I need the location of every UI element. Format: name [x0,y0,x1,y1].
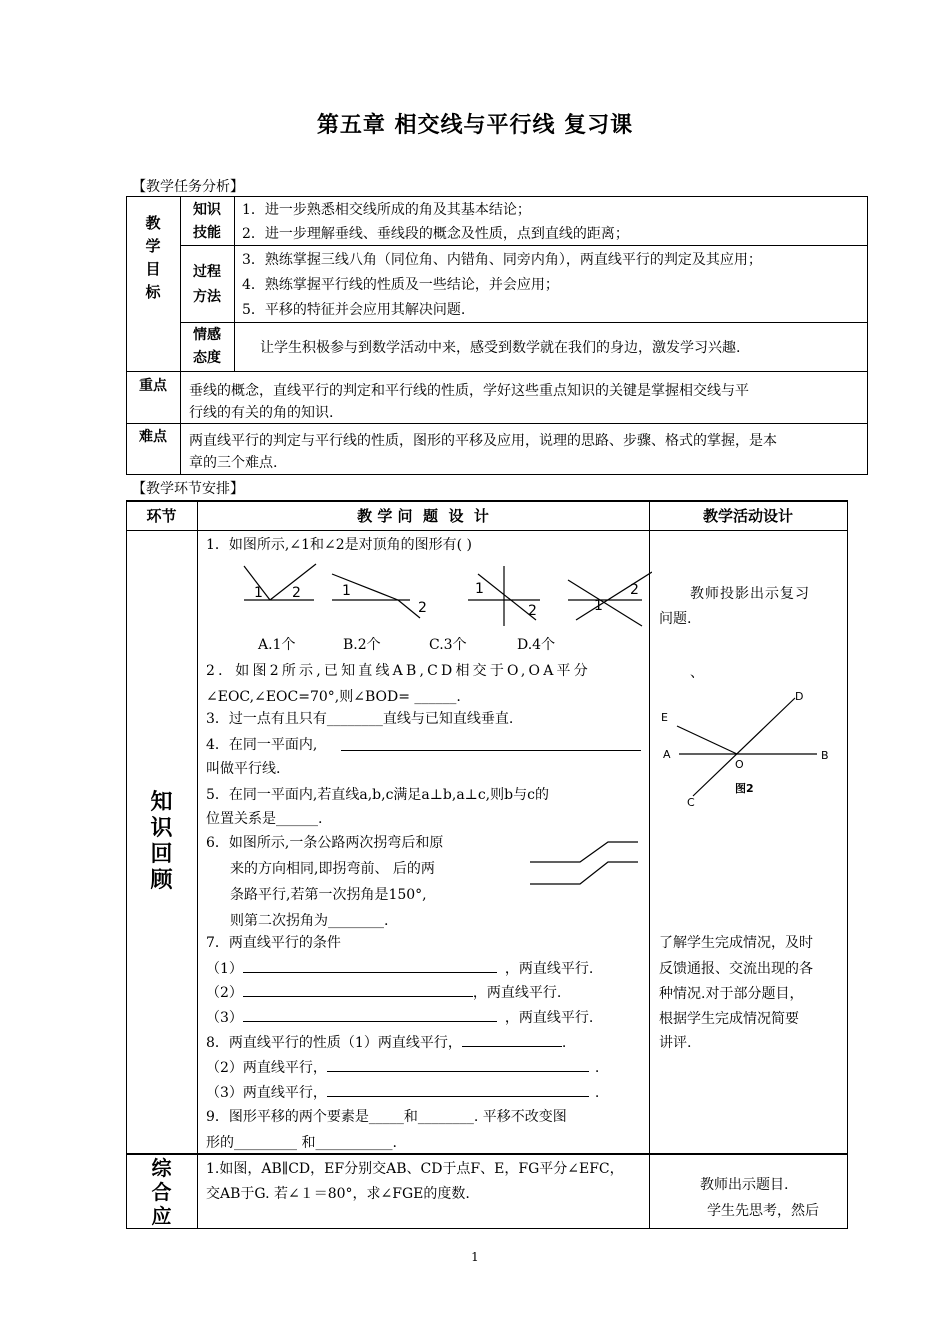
activity-text: 种情况.对于部分题目， [659,986,804,1002]
point-label-d: D [795,690,804,703]
difficulty-label: 难点 [139,429,167,445]
point-label-e: E [661,711,668,724]
point-label-o: O [735,758,744,771]
q1-option-b: B.2个 [343,637,381,653]
key-line: 垂线的概念，直线平行的判定和平行线的性质，学好这些重点知识的关键是掌握相交线与平 [189,383,749,399]
section-application-label: 综 合 应 [151,1156,172,1228]
question-6-cont: 则第二次拐角为________. [230,913,389,929]
arrangement-label: 【教学环节安排】 [132,481,244,497]
question-8: 8．两直线平行的性质（1）两直线平行， . [206,1030,566,1056]
question-8-row: （3）两直线平行， . [206,1080,599,1106]
point-label-a: A [663,748,671,761]
activity-mark: 、 [690,665,704,681]
application-question-1-cont: 交AB于G. 若∠１＝80°，求∠FGE的度数. [206,1186,470,1202]
point-label-b: B [821,749,829,762]
angle-label: 2 [418,600,427,616]
angle-label: 1 [475,581,484,597]
activity-text: 了解学生完成情况，及时 [659,935,813,951]
question-5-cont: 位置关系是______. [206,811,323,827]
question-6-cont: 来的方向相同,即拐弯前、 后的两 [230,861,435,877]
activity-text: 学生先思考，然后 [707,1203,819,1219]
activity-text: 反馈通报、交流出现的各 [659,961,813,977]
activity-text: 讲评. [659,1035,692,1051]
question-4-cont: 叫做平行线. [206,761,281,777]
question-7-row: （1） ，两直线平行. [206,956,593,982]
header-activity-design: 教学活动设计 [702,507,793,525]
vertical-angles-figures [232,560,652,630]
emotion-text: 让学生积极参与到数学活动中来，感受到数学就在我们的身边，激发学习兴趣. [260,340,741,356]
knowledge-item: 2．进一步理解垂线、垂线段的概念及性质，点到直线的距离； [242,226,629,242]
key-line: 行线的有关的角的知识. [189,405,334,421]
angle-label: 1 [254,585,263,601]
question-7: 7．两直线平行的条件 [206,935,341,951]
q1-option-a: A.1个 [258,637,296,653]
question-9-cont: 形的_________ 和___________. [206,1135,397,1151]
angle-label: 2 [292,585,301,601]
difficulty-line: 章的三个难点. [189,455,278,471]
answer-blank [341,750,641,751]
header-stage: 环节 [146,507,177,525]
question-7-row: （2） ，两直线平行. [206,980,561,1006]
figure-2-intersecting-lines [655,688,845,816]
task-analysis-label: 【教学任务分析】 [132,179,244,195]
figure-caption: 图2 [735,782,754,795]
knowledge-label: 知识 技能 [193,202,221,241]
q1-option-c: C.3个 [429,637,467,653]
road-turn-figure [526,834,642,890]
angle-label: 1 [594,598,603,614]
activity-text: 教师出示题目. [700,1177,789,1193]
angle-label: 2 [630,582,639,598]
point-label-c: C [687,796,695,809]
emotion-label: 情感 态度 [193,327,221,366]
process-item: 4．熟练掌握平行线的性质及一些结论，并会应用； [242,277,559,293]
angle-label: 2 [528,603,537,619]
activity-text: 教师投影出示复习 [690,586,810,602]
question-7-row: （3） ，两直线平行. [206,1005,593,1031]
question-1: 1．如图所示,∠1和∠2是对顶角的图形有( ) [206,537,473,553]
difficulty-line: 两直线平行的判定与平行线的性质，图形的平移及应用，说理的思路、步骤、格式的掌握，是本 [189,433,777,449]
application-question-1: 1.如图，AB∥CD，EF分别交AB、CD于点F、E，FG平分∠EFC， [206,1161,624,1177]
angle-label: 1 [342,583,351,599]
activity-text: 根据学生完成情况简要 [659,1011,799,1027]
question-5: 5．在同一平面内,若直线a,b,c满足a⊥b,a⊥c,则b与c的 [206,787,549,803]
activity-text: 问题. [659,611,692,627]
question-8-row: （2）两直线平行， . [206,1055,599,1081]
key-label: 重点 [139,378,167,394]
question-6-cont: 条路平行,若第一次拐角是150°, [230,887,427,903]
goals-label: 教 学 目 标 [145,214,161,301]
process-label: 过程 方法 [193,264,221,305]
question-9: 9．图形平移的两个要素是_____和________. 平移不改变图 [206,1109,567,1125]
process-item: 3．熟练掌握三线八角（同位角、内错角、同旁内角），两直线平行的判定及其应用； [242,252,762,268]
question-6: 6．如图所示,一条公路两次拐弯后和原 [206,835,444,851]
section-review-label: 知 识 回 顾 [150,790,173,893]
question-4: 4．在同一平面内, [206,737,318,753]
page-title: 第五章 相交线与平行线 复习课 [316,113,634,138]
knowledge-item: 1．进一步熟悉相交线所成的角及其基本结论； [242,202,531,218]
header-question-design: 教 学 问 题 设 计 [357,507,489,525]
question-2-cont: ∠EOC,∠EOC=70°,则∠BOD= ______. [206,689,461,705]
page-number: 1 [471,1250,479,1264]
process-item: 5．平移的特征并会应用其解决问题. [242,302,466,318]
question-2: 2．如图2所示,已知直线AB,CD相交于O,OA平分 [206,663,591,679]
question-3: 3．过一点有且只有________直线与已知直线垂直. [206,711,514,727]
q1-option-d: D.4个 [517,637,556,653]
